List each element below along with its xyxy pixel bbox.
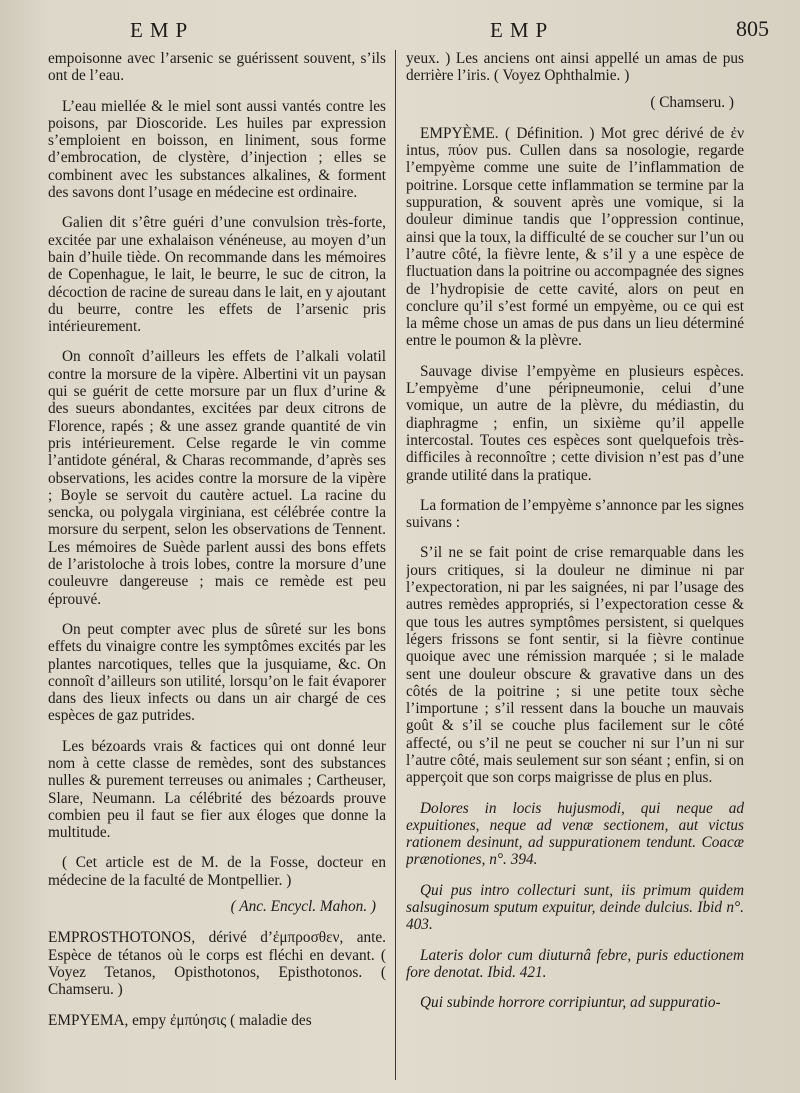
latin-quotation: Qui subinde horrore corripiuntur, ad suppuratio- xyxy=(420,994,721,1012)
paragraph: La formation de l’empyème s’annonce par les signes suivans : xyxy=(406,496,744,532)
right-running-head: EMP xyxy=(490,18,555,42)
paragraph: yeux. ) Les anciens ont ainsi appellé un amas de pus derrière l’iris. ( Voyez Ophthalmie. ) xyxy=(406,50,744,85)
paragraph: Les bézoards vrais & factices qui ont donné leur nom à cette classe de remèdes, sont des substances nulles & purement terreuses ou animales ; Cartheuser, Slare, Neumann. La célébrité des bézoards prouve combien peu il faut se fier aux éloges que donne la multitude. xyxy=(48,737,386,842)
signature: ( Anc. Encycl. Mahon. ) xyxy=(230,898,376,916)
signature: ( Chamseru. ) xyxy=(650,93,734,111)
entry-empyema-start: EMPYEMA, empy ἐμπύησις ( maladie des xyxy=(48,1011,312,1029)
column-divider xyxy=(395,50,396,1080)
paragraph: On connoît d’ailleurs les effets de l’alkali volatil contre la morsure de la vipère. Albertini vit un paysan qui se guérit de cette morsure par un flux d’urine & des sueurs abondantes, excitées par deux citrons de Florence, rapés ; & une assez grande quantité de vin pris intérieurement. Celse regarde le vin comme l’antidote général, & Charas recommande, d’après ses observations, les acides contre la morsure de la vipère ; Boyle se servoit du cautère actuel. La racine du sencka, ou polygala virginiana, est célébrée contre la morsure du serpent, selon les observations de Tennent. Les mémoires de Suède parlent aussi des bons effets de l’aristoloche à trois lobes, contre la morsure d’une couleuvre dangereuse ; mais ce remède est peu éprouvé. xyxy=(48,348,386,608)
paragraph: L’eau miellée & le miel sont aussi vantés contre les poisons, par Dioscoride. Les huiles par expression s’emploient en boisson, en liniment, sous forme d’embrocation, de clystère, d’injection ; elles se combinent avec les substances alkalines, & forment des savons dont l’usage en médecine est ordinaire. xyxy=(48,97,386,202)
entry-empyeme: EMPYÈME. ( Définition. ) Mot grec dérivé de ἐν intus, πύον pus. Cullen dans sa nosologie, regarde l’empyème comme une suite de l’inflammation de poitrine. Lorsque cette inflammation se termine par la suppuration, & souvent après une vomique, si la douleur diminue tandis que l’oppression continue, ainsi que la toux, la difficulté de se coucher sur l’un ou l’autre côté, la fièvre lente, & s’il y a une espèce de fluctuation dans la poitrine ou accompagnée des signes de l’hydropisie de cette cavité, alors on peut en conclure qu’il s’est formé un empyème, ou ce qui est la même chose un amas de pus dans un lieu déterminé entre le poumon & la plèvre. xyxy=(406,124,744,350)
left-running-head: EMP xyxy=(130,18,195,42)
latin-quotation: Dolores in locis hujusmodi, qui neque ad expuitiones, neque ad venæ sectionem, aut victus rationem desinunt, ad suppurationem tendunt. Coacæ prænotiones, n°. 394. xyxy=(406,799,744,869)
page-number: 805 xyxy=(736,16,769,41)
page-header xyxy=(0,14,800,48)
paragraph: On peut compter avec plus de sûreté sur les bons effets du vinaigre contre les symptômes excités par les plantes narcotiques, telles que la jusquiame, &c. On connoît d’ailleurs son utilité, lorsqu’on le fait évaporer dans des lieux infects ou dans un air chargé de ces espèces de gaz putrides. xyxy=(48,620,386,725)
latin-quotation: Qui pus intro collecturi sunt, iis primum quidem salsuginosum sputum expuitur, deinde dulcius. Ibid n°. 403. xyxy=(406,881,744,934)
paragraph: empoisonne avec l’arsenic se guérissent souvent, s’ils ont de l’eau. xyxy=(48,50,386,85)
right-column xyxy=(406,50,744,1090)
paragraph: S’il ne se fait point de crise remarquable dans les jours critiques, si la douleur ne diminue ni par l’expectoration, ni par les saignées, ni par l’usage des autres remèdes appropriés, si l’expectoration cesse & que tous les autres symptômes persistent, si quelques légers frissons se font sentir, si la fièvre continue quoique avec une rémission marquée ; si le malade sent une douleur obscure & gravative dans un des côtés de la poitrine ; si une petite toux sèche l’importune ; s’il ressent dans la bouche un mauvais goût & s’il se couche plus facilement sur le côté affecté, ou s’il ne peut se coucher ni sur l’un ni sur l’autre côté, mais seulement sur son séant ; enfin, si on apperçoit que son corps maigrisse de plus en plus. xyxy=(406,544,744,787)
latin-quotation: Lateris dolor cum diuturnâ febre, puris eductionem fore denotat. Ibid. 421. xyxy=(406,946,744,981)
paragraph: Galien dit s’être guéri d’une convulsion très-forte, excitée par une exhalaison vénéneuse, au moyen d’un bain d’huile tiède. On recommande dans les mémoires de Copenhague, le lait, le beurre, le suc de citron, la décoction de racine de sureau dans le lait, en y ajoutant du beurre, contre les effets de l’arsenic pris intérieurement. xyxy=(48,214,386,336)
entry-emprosthotonos: EMPROSTHOTONOS, dérivé d’ἐμπροσθεν, ante. Espèce de tétanos où le corps est fléchi en devant. ( Voyez Tetanos, Opisthotonos, Episthotonos. ( Chamseru. ) xyxy=(48,929,386,999)
article-credit: ( Cet article est de M. de la Fosse, docteur en médecine de la faculté de Montpellier. ) xyxy=(48,854,386,889)
paragraph: Sauvage divise l’empyème en plusieurs espèces. L’empyème d’une péripneumonie, celui d’une vomique, un autre de la plèvre, du médiastin, du diaphragme ; enfin, un sixième qu’il appelle intercostal. Toutes ces espèces sont quelquefois très-difficiles à reconnoître ; cette division n’est pas d’une grande utilité dans la pratique. xyxy=(406,362,744,484)
left-column xyxy=(48,50,386,1090)
